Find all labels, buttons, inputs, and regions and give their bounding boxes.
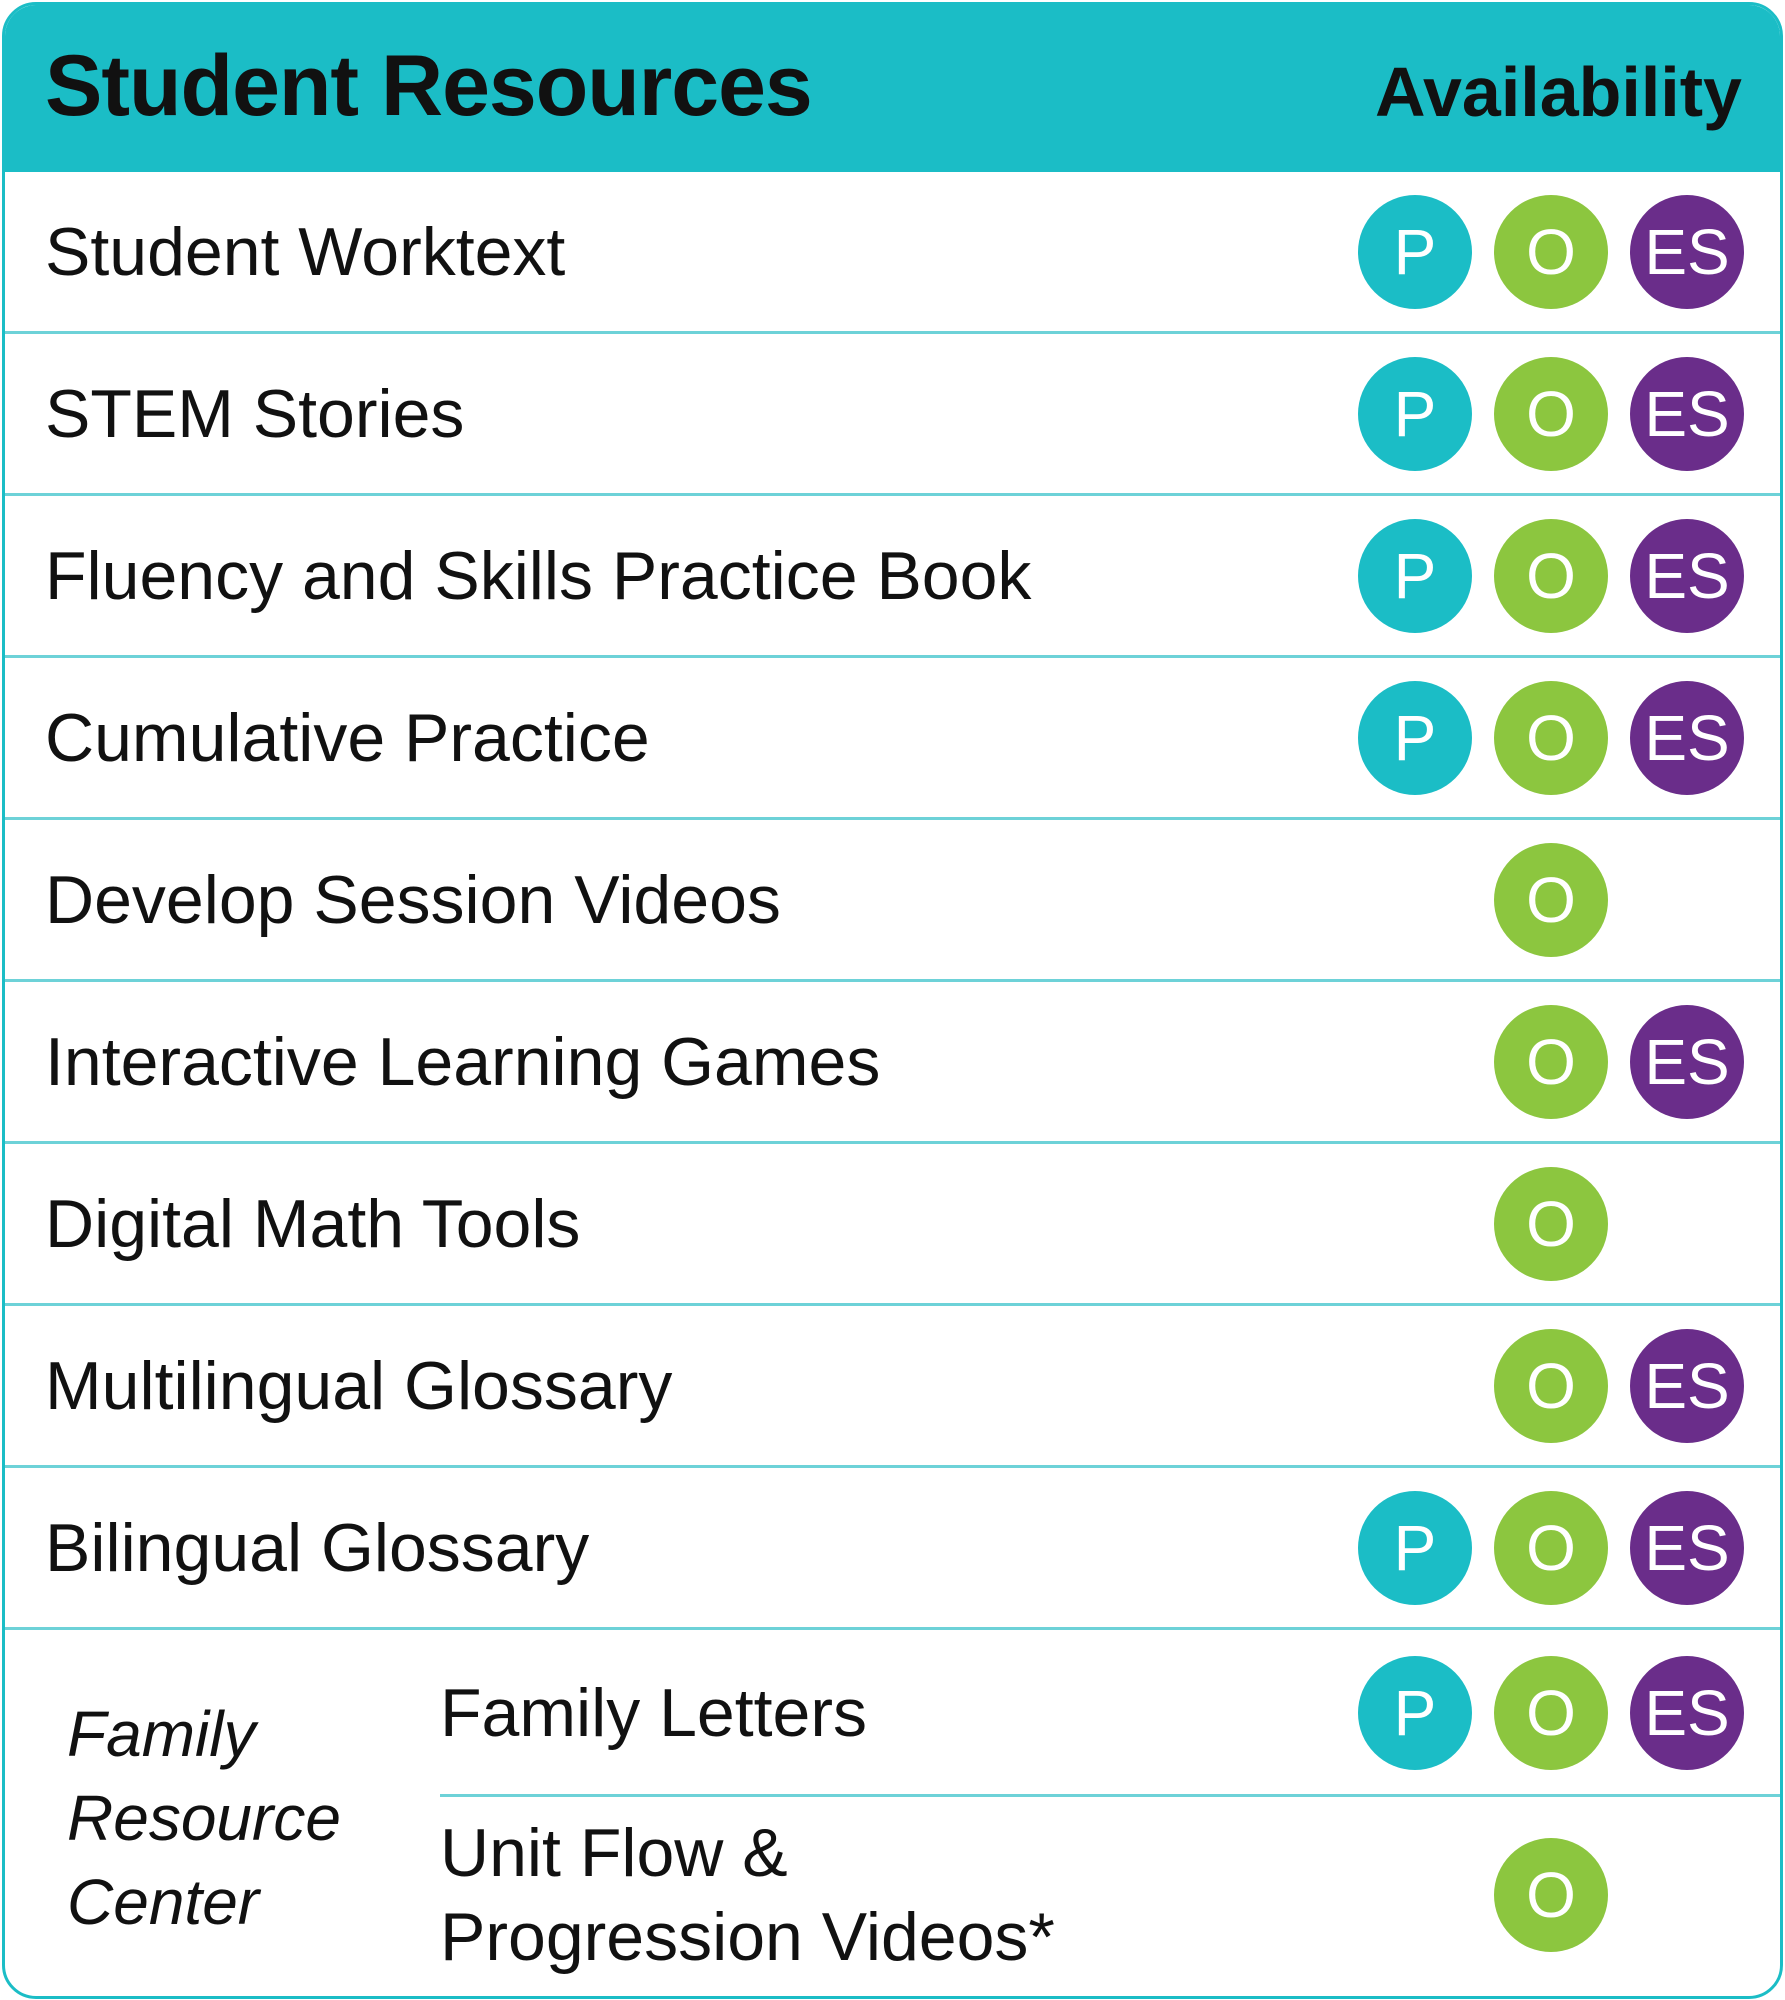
table-row xyxy=(5,1144,1780,1306)
table-row xyxy=(5,820,1780,982)
spanish-badge: ES xyxy=(1630,357,1744,471)
online-badge: O xyxy=(1494,1656,1608,1770)
online-badge: O xyxy=(1494,681,1608,795)
online-badge: O xyxy=(1494,1329,1608,1443)
table-title: Student Resources xyxy=(45,38,812,134)
family-item-label-line: Progression Videos* xyxy=(440,1899,1055,1975)
spanish-badge: ES xyxy=(1630,195,1744,309)
spanish-badge: ES xyxy=(1630,1005,1744,1119)
resource-name: Digital Math Tools xyxy=(45,1185,581,1262)
family-item-label-line: Unit Flow & xyxy=(440,1815,788,1891)
availability-badges xyxy=(1320,1794,1780,1996)
print-badge: P xyxy=(1358,681,1472,795)
resources-table xyxy=(2,2,1783,1999)
family-item-row xyxy=(440,1794,1780,1996)
family-center-line: Resource xyxy=(67,1782,341,1854)
availability-badges xyxy=(1320,1306,1780,1465)
availability-badges xyxy=(1320,1144,1780,1303)
online-badge: O xyxy=(1494,843,1608,957)
print-badge: P xyxy=(1358,357,1472,471)
spanish-badge: ES xyxy=(1630,1491,1744,1605)
resource-name: Student Worktext xyxy=(45,213,566,290)
online-badge: O xyxy=(1494,1167,1608,1281)
table-row xyxy=(5,496,1780,658)
family-item-label-line: Family Letters xyxy=(440,1675,867,1751)
print-badge: P xyxy=(1358,519,1472,633)
spanish-badge: ES xyxy=(1630,519,1744,633)
table-row xyxy=(5,1306,1780,1468)
availability-heading: Availability xyxy=(1375,53,1742,131)
online-badge: O xyxy=(1494,195,1608,309)
print-badge: P xyxy=(1358,1656,1472,1770)
online-badge: O xyxy=(1494,1838,1608,1952)
family-resource-center-label xyxy=(67,1692,341,1944)
print-badge: P xyxy=(1358,1491,1472,1605)
table-row xyxy=(5,334,1780,496)
availability-badges xyxy=(1320,172,1780,331)
availability-badges xyxy=(1320,1632,1780,1794)
online-badge: O xyxy=(1494,1005,1608,1119)
availability-badges xyxy=(1320,334,1780,493)
family-center-line: Family xyxy=(67,1698,256,1770)
family-item-label xyxy=(440,1811,1055,1979)
table-row xyxy=(5,658,1780,820)
resource-name: Multilingual Glossary xyxy=(45,1347,673,1424)
online-badge: O xyxy=(1494,357,1608,471)
resource-name: Cumulative Practice xyxy=(45,699,650,776)
table-row xyxy=(5,172,1780,334)
resource-name: Fluency and Skills Practice Book xyxy=(45,537,1032,614)
spanish-badge: ES xyxy=(1630,1329,1744,1443)
spanish-badge: ES xyxy=(1630,1656,1744,1770)
spanish-badge: ES xyxy=(1630,681,1744,795)
print-badge: P xyxy=(1358,195,1472,309)
family-item-label xyxy=(440,1671,867,1755)
resource-name: Develop Session Videos xyxy=(45,861,781,938)
availability-badges xyxy=(1320,820,1780,979)
resource-name: STEM Stories xyxy=(45,375,465,452)
availability-badges xyxy=(1320,982,1780,1141)
family-item-row xyxy=(440,1632,1780,1797)
family-center-line: Center xyxy=(67,1866,260,1938)
family-resource-center xyxy=(5,1632,1780,1996)
resource-name: Interactive Learning Games xyxy=(45,1023,881,1100)
availability-badges xyxy=(1320,1468,1780,1627)
resource-name: Bilingual Glossary xyxy=(45,1509,590,1586)
online-badge: O xyxy=(1494,1491,1608,1605)
table-header xyxy=(5,5,1780,172)
table-row xyxy=(5,1468,1780,1630)
availability-badges xyxy=(1320,658,1780,817)
table-row xyxy=(5,982,1780,1144)
online-badge: O xyxy=(1494,519,1608,633)
availability-badges xyxy=(1320,496,1780,655)
